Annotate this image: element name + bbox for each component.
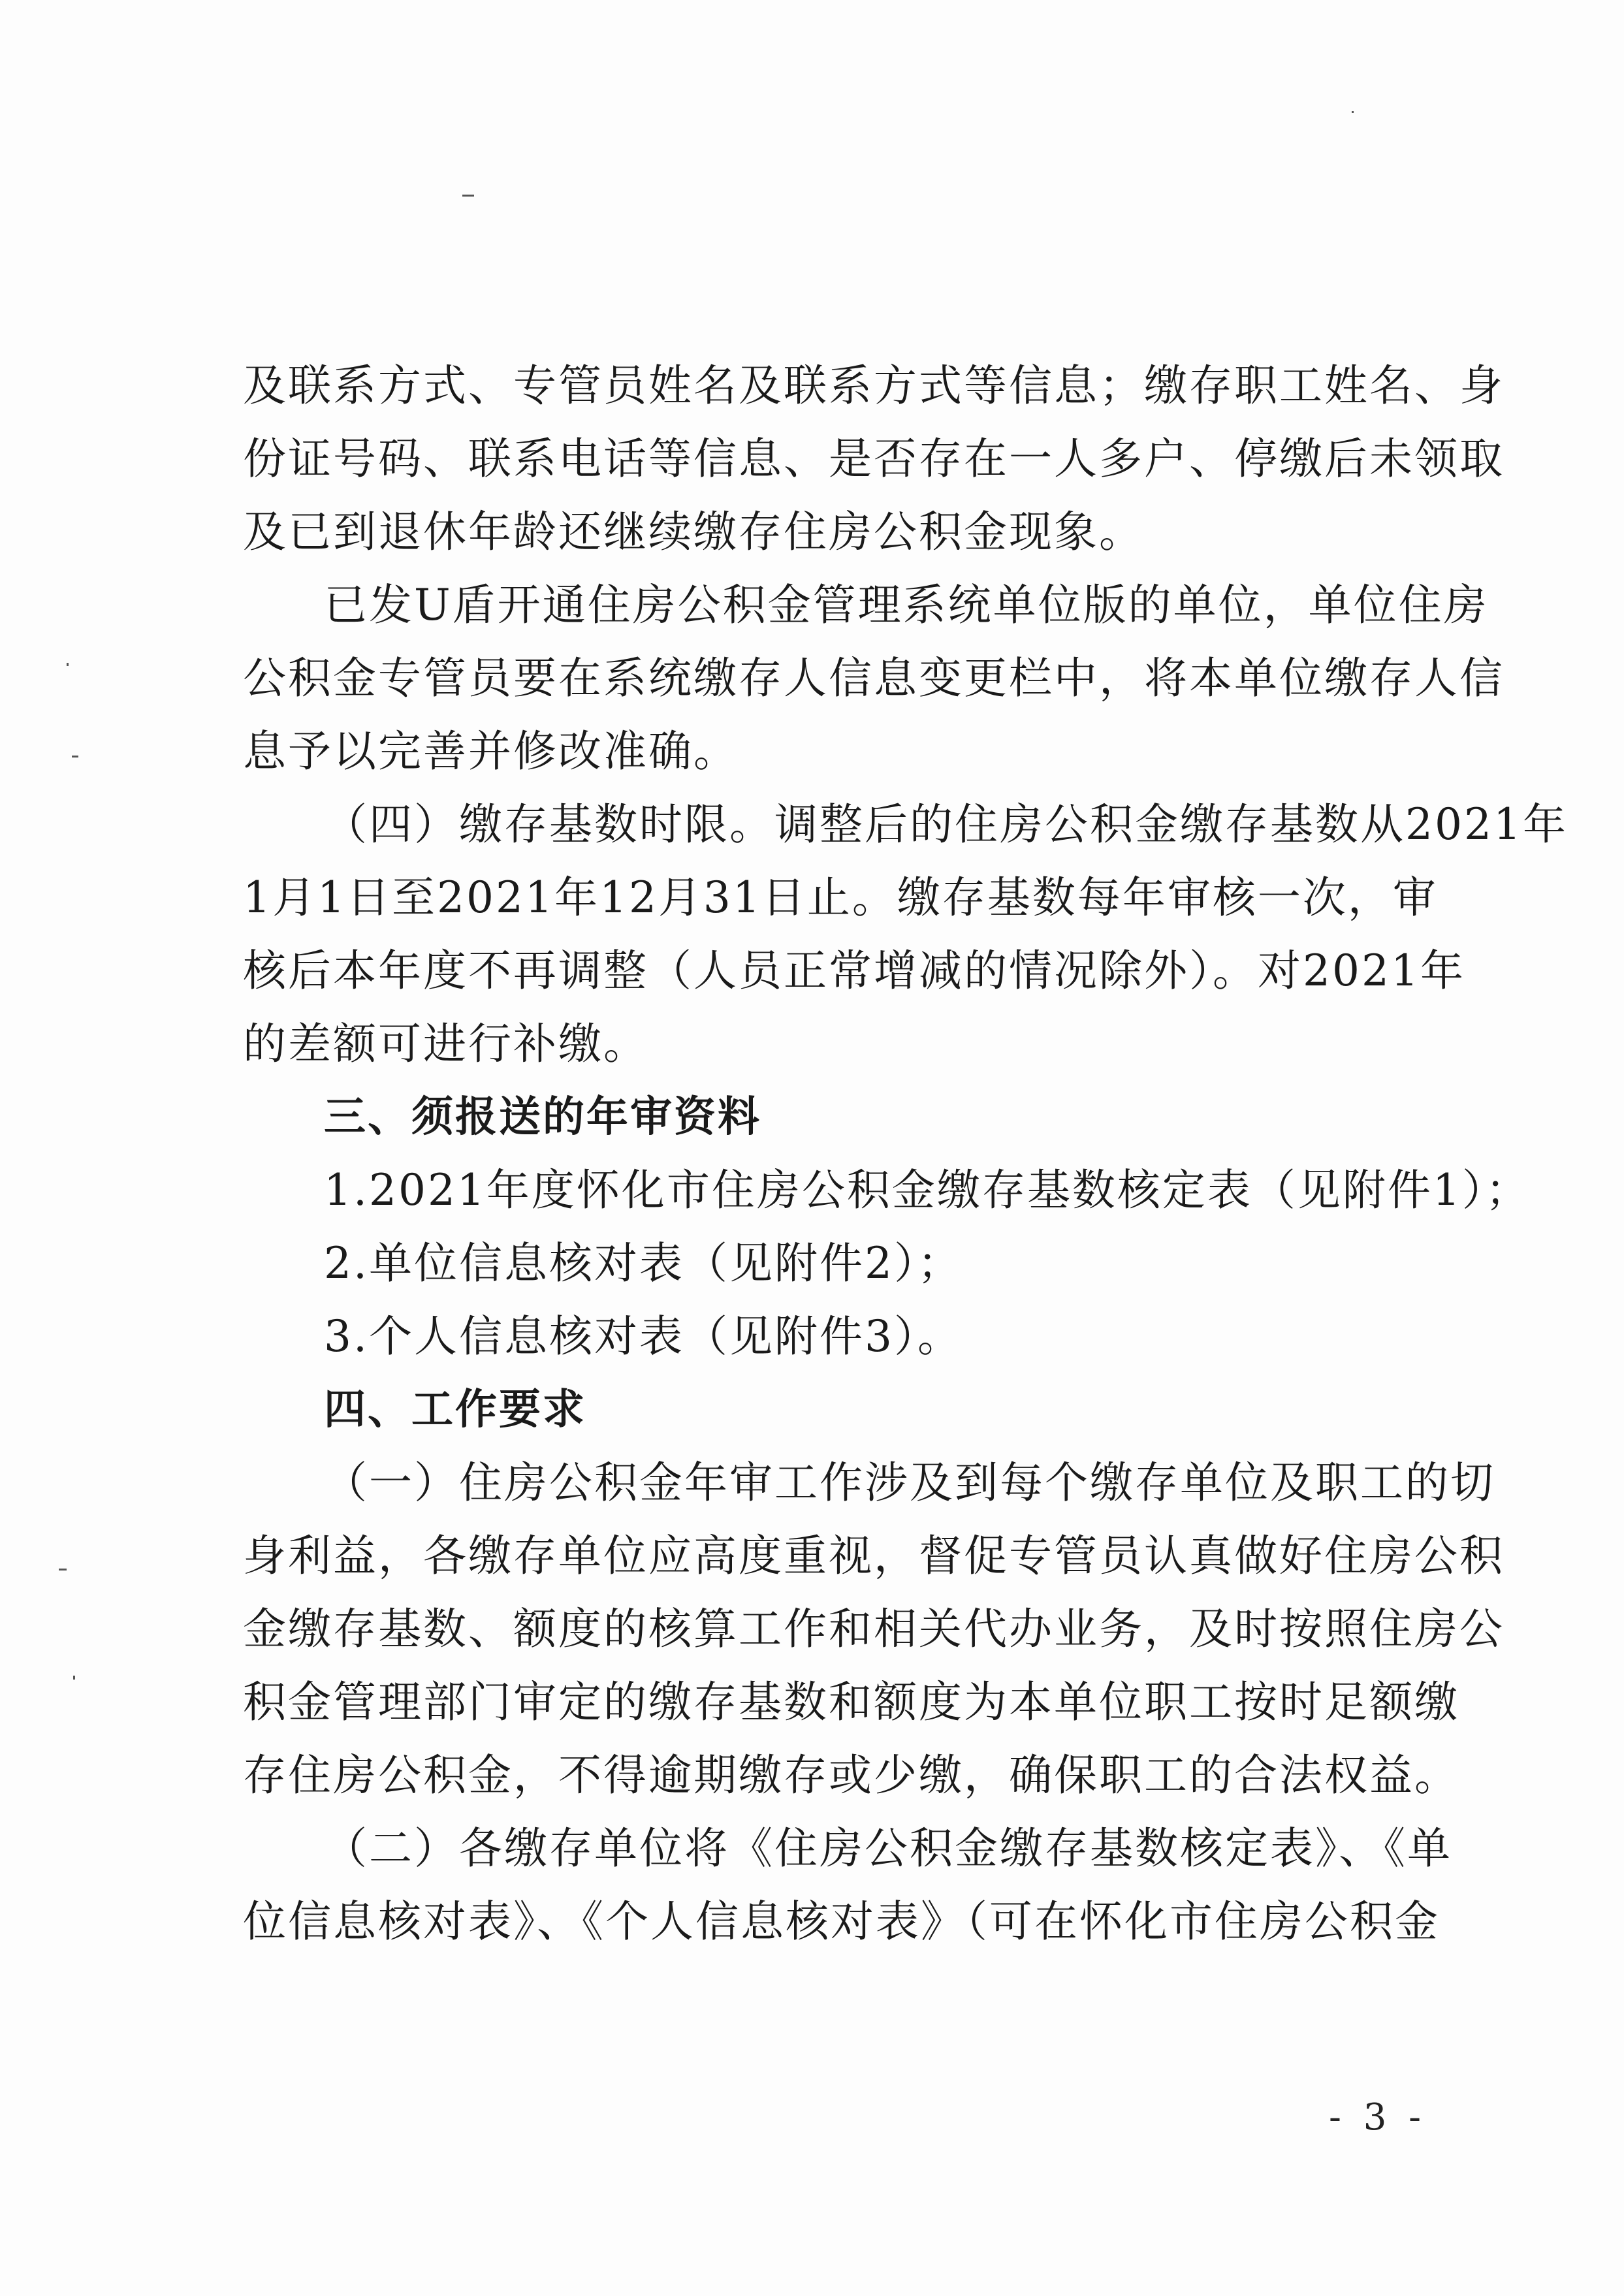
text-line: （一）住房公积金年审工作涉及到每个缴存单位及职工的切 [324,1458,1495,1508]
text-line: 1月1日至2021年12月31日止。缴存基数每年审核一次，审 [243,872,1438,923]
text-line: 位信息核对表》、《个人信息核对表》（可在怀化市住房公积金 [243,1896,1440,1947]
section-heading: 四、工作要求 [324,1386,586,1434]
text-line: 金缴存基数、额度的核算工作和相关代办业务，及时按照住房公 [243,1604,1505,1654]
page-number: - 3 - [1329,2096,1427,2139]
text-line: 已发U盾开通住房公积金管理系统单位版的单位，单位住房 [324,580,1489,630]
text-line: 份证号码、联系电话等信息、是否存在一人多户、停缴后未领取 [243,434,1505,484]
text-line: （二）各缴存单位将《住房公积金缴存基数核定表》、《单 [324,1823,1452,1873]
text-line: 核后本年度不再调整（人员正常增减的情况除外）。对2021年 [243,946,1465,996]
scan-speck [59,1569,67,1571]
text-line: 身利益，各缴存单位应高度重视，督促专管员认真做好住房公积 [243,1531,1505,1581]
text-line: 及联系方式、专管员姓名及联系方式等信息；缴存职工姓名、身 [243,360,1505,411]
list-item: 2.单位信息核对表（见附件2）； [324,1238,963,1288]
text-line: 积金管理部门审定的缴存基数和额度为本单位职工按时足额缴 [243,1677,1459,1727]
scan-speck [67,663,69,666]
body-text [243,349,1568,1958]
text-line: 存住房公积金，不得逾期缴存或少缴，确保职工的合法权益。 [243,1750,1459,1800]
text-line: 公积金专管员要在系统缴存人信息变更栏中，将本单位缴存人信 [243,653,1505,703]
scan-speck [1352,111,1354,113]
list-item: 3.个人信息核对表（见附件3）。 [324,1311,963,1362]
scan-speck [73,1676,75,1680]
text-line: 及已到退休年龄还继续缴存住房公积金现象。 [243,507,1144,557]
scan-speck [72,756,78,757]
text-line: 息予以完善并修改准确。 [243,726,739,776]
section-heading: 三、须报送的年审资料 [324,1093,761,1141]
text-line: （四）缴存基数时限。调整后的住房公积金缴存基数从2021年 [324,799,1568,850]
text-line: 的差额可进行补缴。 [243,1019,648,1069]
scan-speck [462,195,474,197]
list-item: 1.2021年度怀化市住房公积金缴存基数核定表（见附件1）； [324,1165,1531,1215]
